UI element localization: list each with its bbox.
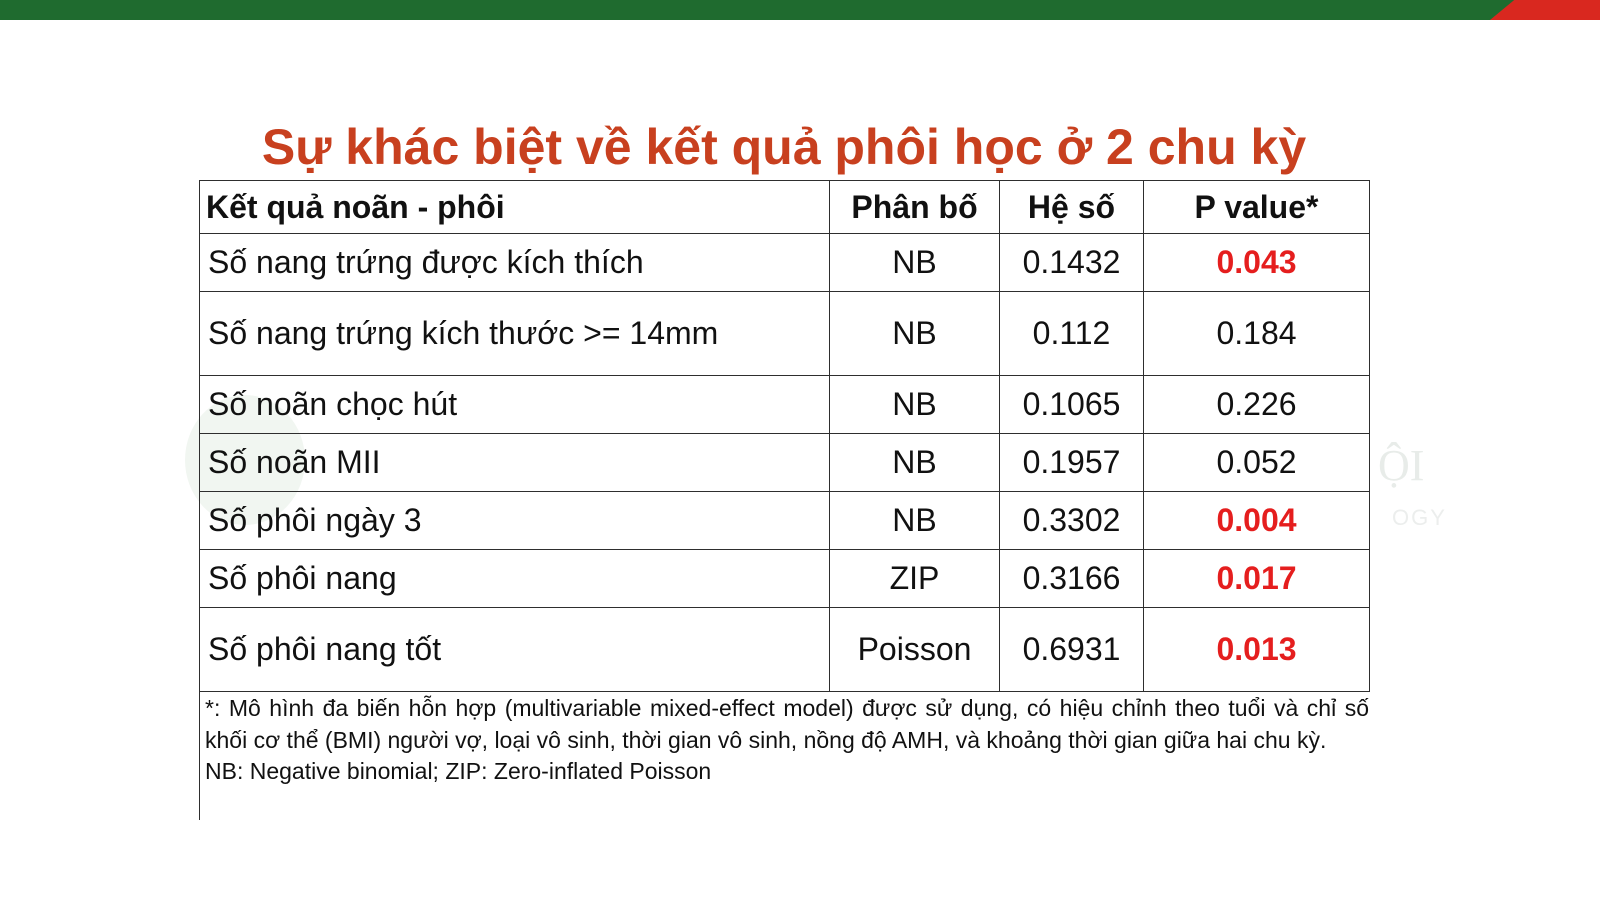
cell-coefficient: 0.1432 [1000,234,1144,292]
watermark-subtext: OGY [1392,505,1447,530]
table-row [200,492,1370,550]
header-p-value: P value* [1144,181,1370,234]
table-row [200,376,1370,434]
table-row [200,608,1370,692]
top-accent-red-stripe [1490,0,1600,20]
cell-distribution: NB [830,234,1000,292]
footnote [199,690,1369,820]
cell-coefficient: 0.112 [1000,292,1144,376]
footnote-text: : Mô hình đa biến hỗn hợp (multivariable mixed-effect model) được sử dụng, có hiệu chỉnh theo tuổi và chỉ số khối cơ thể (BMI) người vợ, loại vô sinh, thời gian vô sinh, nồng độ AMH, và khoảng thời gian giữa hai chu kỳ. [205,695,1369,753]
header-result: Kết quả noãn - phôi [200,181,830,234]
cell-coefficient: 0.6931 [1000,608,1144,692]
cell-distribution: NB [830,376,1000,434]
cell-coefficient: 0.1957 [1000,434,1144,492]
cell-p-value: 0.226 [1144,376,1370,434]
cell-p-value: 0.017 [1144,550,1370,608]
table-row [200,434,1370,492]
cell-result-label: Số nang trứng được kích thích [200,234,830,292]
cell-p-value: 0.043 [1144,234,1370,292]
footnote-marker: * [205,695,214,721]
cell-distribution: NB [830,492,1000,550]
cell-result-label: Số noãn MII [200,434,830,492]
table-row [200,234,1370,292]
table-row [200,292,1370,376]
cell-coefficient: 0.3166 [1000,550,1144,608]
header-coefficient: Hệ số [1000,181,1144,234]
top-accent-bar [0,0,1600,20]
cell-distribution: NB [830,292,1000,376]
cell-distribution: NB [830,434,1000,492]
cell-coefficient: 0.1065 [1000,376,1144,434]
cell-result-label: Số phôi ngày 3 [200,492,830,550]
header-distribution: Phân bố [830,181,1000,234]
watermark-text: ỘI [1378,441,1425,490]
cell-p-value: 0.052 [1144,434,1370,492]
results-table [199,180,1370,692]
footnote-text-block [205,693,1369,756]
cell-coefficient: 0.3302 [1000,492,1144,550]
cell-result-label: Số phôi nang tốt [200,608,830,692]
cell-result-label: Số noãn chọc hút [200,376,830,434]
cell-result-label: Số nang trứng kích thước >= 14mm [200,292,830,376]
table-body [200,234,1370,692]
table-row [200,550,1370,608]
cell-p-value: 0.004 [1144,492,1370,550]
table-header-row [200,181,1370,234]
cell-result-label: Số phôi nang [200,550,830,608]
cell-distribution: ZIP [830,550,1000,608]
slide-title: Sự khác biệt về kết quả phôi học ở 2 chu kỳ [261,118,1307,175]
cell-p-value: 0.013 [1144,608,1370,692]
cell-distribution: Poisson [830,608,1000,692]
cell-p-value: 0.184 [1144,292,1370,376]
footnote-abbreviations: NB: Negative binomial; ZIP: Zero-inflated Poisson [205,758,712,784]
